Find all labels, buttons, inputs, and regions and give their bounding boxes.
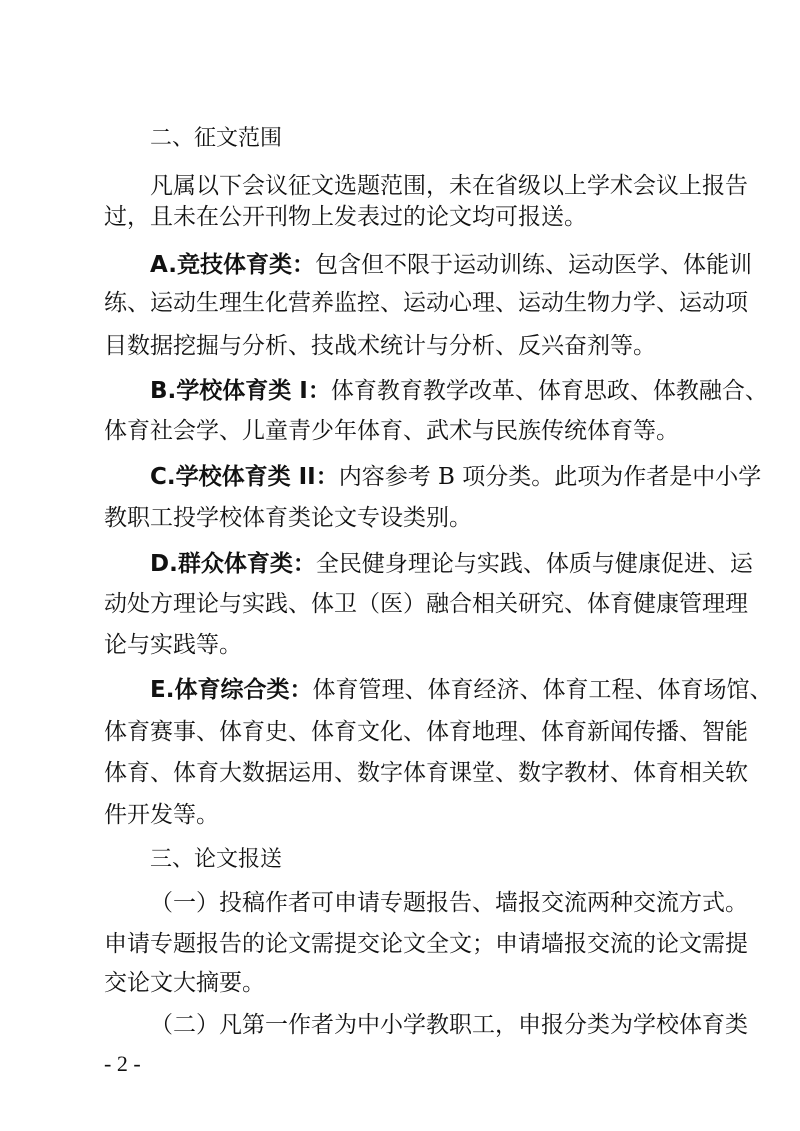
category-c-text-1: 内容参考 B 项分类。此项为作者是中小学 <box>338 464 762 490</box>
submission-p2-line-1: （二）凡第一作者为中小学教职工，申报分类为学校体育类 <box>150 1012 748 1038</box>
category-c-line-2: 教职工投学校体育类论文专设类别。 <box>104 505 472 531</box>
submission-p1-line-3: 交论文大摘要。 <box>104 970 265 996</box>
category-d-label: D.群众体育类： <box>150 551 316 577</box>
category-a-line-1 <box>150 250 752 280</box>
submission-p1-line-1: （一）投稿作者可申请专题报告、墙报交流两种交流方式。 <box>150 890 748 916</box>
category-d-line-1 <box>150 549 753 579</box>
category-c-line-1 <box>150 462 762 492</box>
category-d-line-3: 论与实践等。 <box>104 632 242 658</box>
section-heading-scope: 二、征文范围 <box>150 126 283 151</box>
category-b-label: B.学校体育类 I： <box>150 378 331 404</box>
category-a-line-3: 目数据挖掘与分析、技战术统计与分析、反兴奋剂等。 <box>104 333 656 359</box>
category-c-label: C.学校体育类 II： <box>150 464 339 490</box>
category-b-text-1: 体育教育教学改革、体育思政、体教融合、 <box>330 378 768 404</box>
intro-line-2: 过，且未在公开刊物上发表过的论文均可报送。 <box>104 204 587 230</box>
category-a-line-2: 练、运动生理生化营养监控、运动心理、运动生物力学、运动项 <box>104 290 748 316</box>
category-d-text-1: 全民健身理论与实践、体质与健康促进、运 <box>315 551 753 577</box>
category-a-label: A.竞技体育类： <box>150 252 315 278</box>
page-number: - 2 - <box>104 1051 141 1076</box>
category-b-line-1 <box>150 376 768 406</box>
category-a-text-1: 包含但不限于运动训练、运动医学、体能训 <box>314 252 752 278</box>
category-e-line-1 <box>150 675 773 705</box>
category-e-text-1: 体育管理、体育经济、体育工程、体育场馆、 <box>312 677 773 703</box>
category-e-label: E.体育综合类： <box>150 677 313 703</box>
category-d-line-2: 动处方理论与实践、体卫（医）融合相关研究、体育健康管理理 <box>104 591 748 617</box>
submission-p1-line-2: 申请专题报告的论文需提交论文全文；申请墙报交流的论文需提 <box>104 931 748 957</box>
category-e-line-2: 体育赛事、体育史、体育文化、体育地理、体育新闻传播、智能 <box>104 719 748 745</box>
category-e-line-3: 体育、体育大数据运用、数字体育课堂、数字教材、体育相关软 <box>104 760 748 786</box>
category-b-line-2: 体育社会学、儿童青少年体育、武术与民族传统体育等。 <box>104 418 679 444</box>
intro-line-1: 凡属以下会议征文选题范围，未在省级以上学术会议上报告 <box>150 173 748 199</box>
category-e-line-4: 件开发等。 <box>104 802 219 828</box>
section-heading-submission: 三、论文报送 <box>150 847 283 872</box>
